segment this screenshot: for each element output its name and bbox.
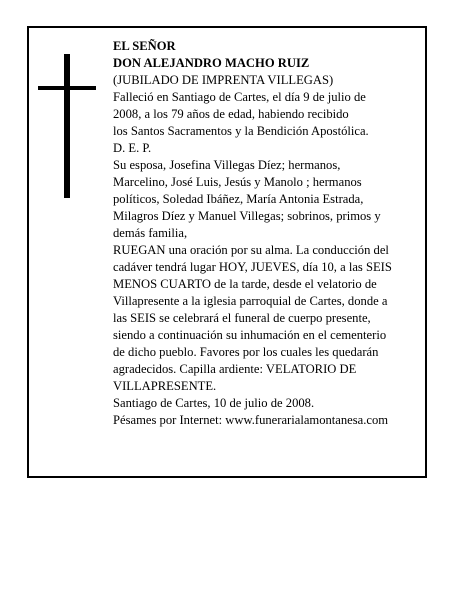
notice-line: Falleció en Santiago de Cartes, el día 9 de julio de xyxy=(113,90,366,104)
notice-line: RUEGAN una oración por su alma. La conducción del xyxy=(113,243,389,257)
notice-line: siendo a continuación su inhumación en el cementerio xyxy=(113,328,387,342)
notice-line: 2008, a los 79 años de edad, habiendo recibido xyxy=(113,107,349,121)
notice-name-line: DON ALEJANDRO MACHO RUIZ xyxy=(113,56,310,70)
cross-vertical-bar xyxy=(64,54,70,198)
notice-line: Marcelino, José Luis, Jesús y Manolo ; hermanos xyxy=(113,175,362,189)
notice-line: Villapresente a la iglesia parroquial de Cartes, donde a xyxy=(113,294,388,308)
notice-line: las SEIS se celebrará el funeral de cuerpo presente, xyxy=(113,311,371,325)
notice-line: Su esposa, Josefina Villegas Díez; hermanos, xyxy=(113,158,341,172)
cross-horizontal-bar xyxy=(38,86,96,90)
notice-line: cadáver tendrá lugar HOY, JUEVES, día 10, a las SEIS xyxy=(113,260,392,274)
notice-line: Santiago de Cartes, 10 de julio de 2008. xyxy=(113,396,315,410)
notice-heading-line: EL SEÑOR xyxy=(113,39,176,53)
notice-line: Pésames por Internet: www.funerarialamontanesa.com xyxy=(113,413,389,427)
notice-line: de dicho pueblo. Favores por los cuales les quedarán xyxy=(113,345,379,359)
cross-icon xyxy=(38,54,96,198)
notice-line: políticos, Soledad Ibáñez, María Antonia Estrada, xyxy=(113,192,364,206)
notice-line: (JUBILADO DE IMPRENTA VILLEGAS) xyxy=(113,73,334,87)
notice-line: demás familia, xyxy=(113,226,188,240)
notice-line: MENOS CUARTO de la tarde, desde el velatorio de xyxy=(113,277,377,291)
notice-line: agradecidos. Capilla ardiente: VELATORIO DE xyxy=(113,362,357,376)
notice-line: D. E. P. xyxy=(113,141,152,155)
notice-line: VILLAPRESENTE. xyxy=(113,379,217,393)
notice-text xyxy=(113,38,418,429)
notice-line: Milagros Díez y Manuel Villegas; sobrinos, primos y xyxy=(113,209,381,223)
notice-line: los Santos Sacramentos y la Bendición Apostólica. xyxy=(113,124,369,138)
